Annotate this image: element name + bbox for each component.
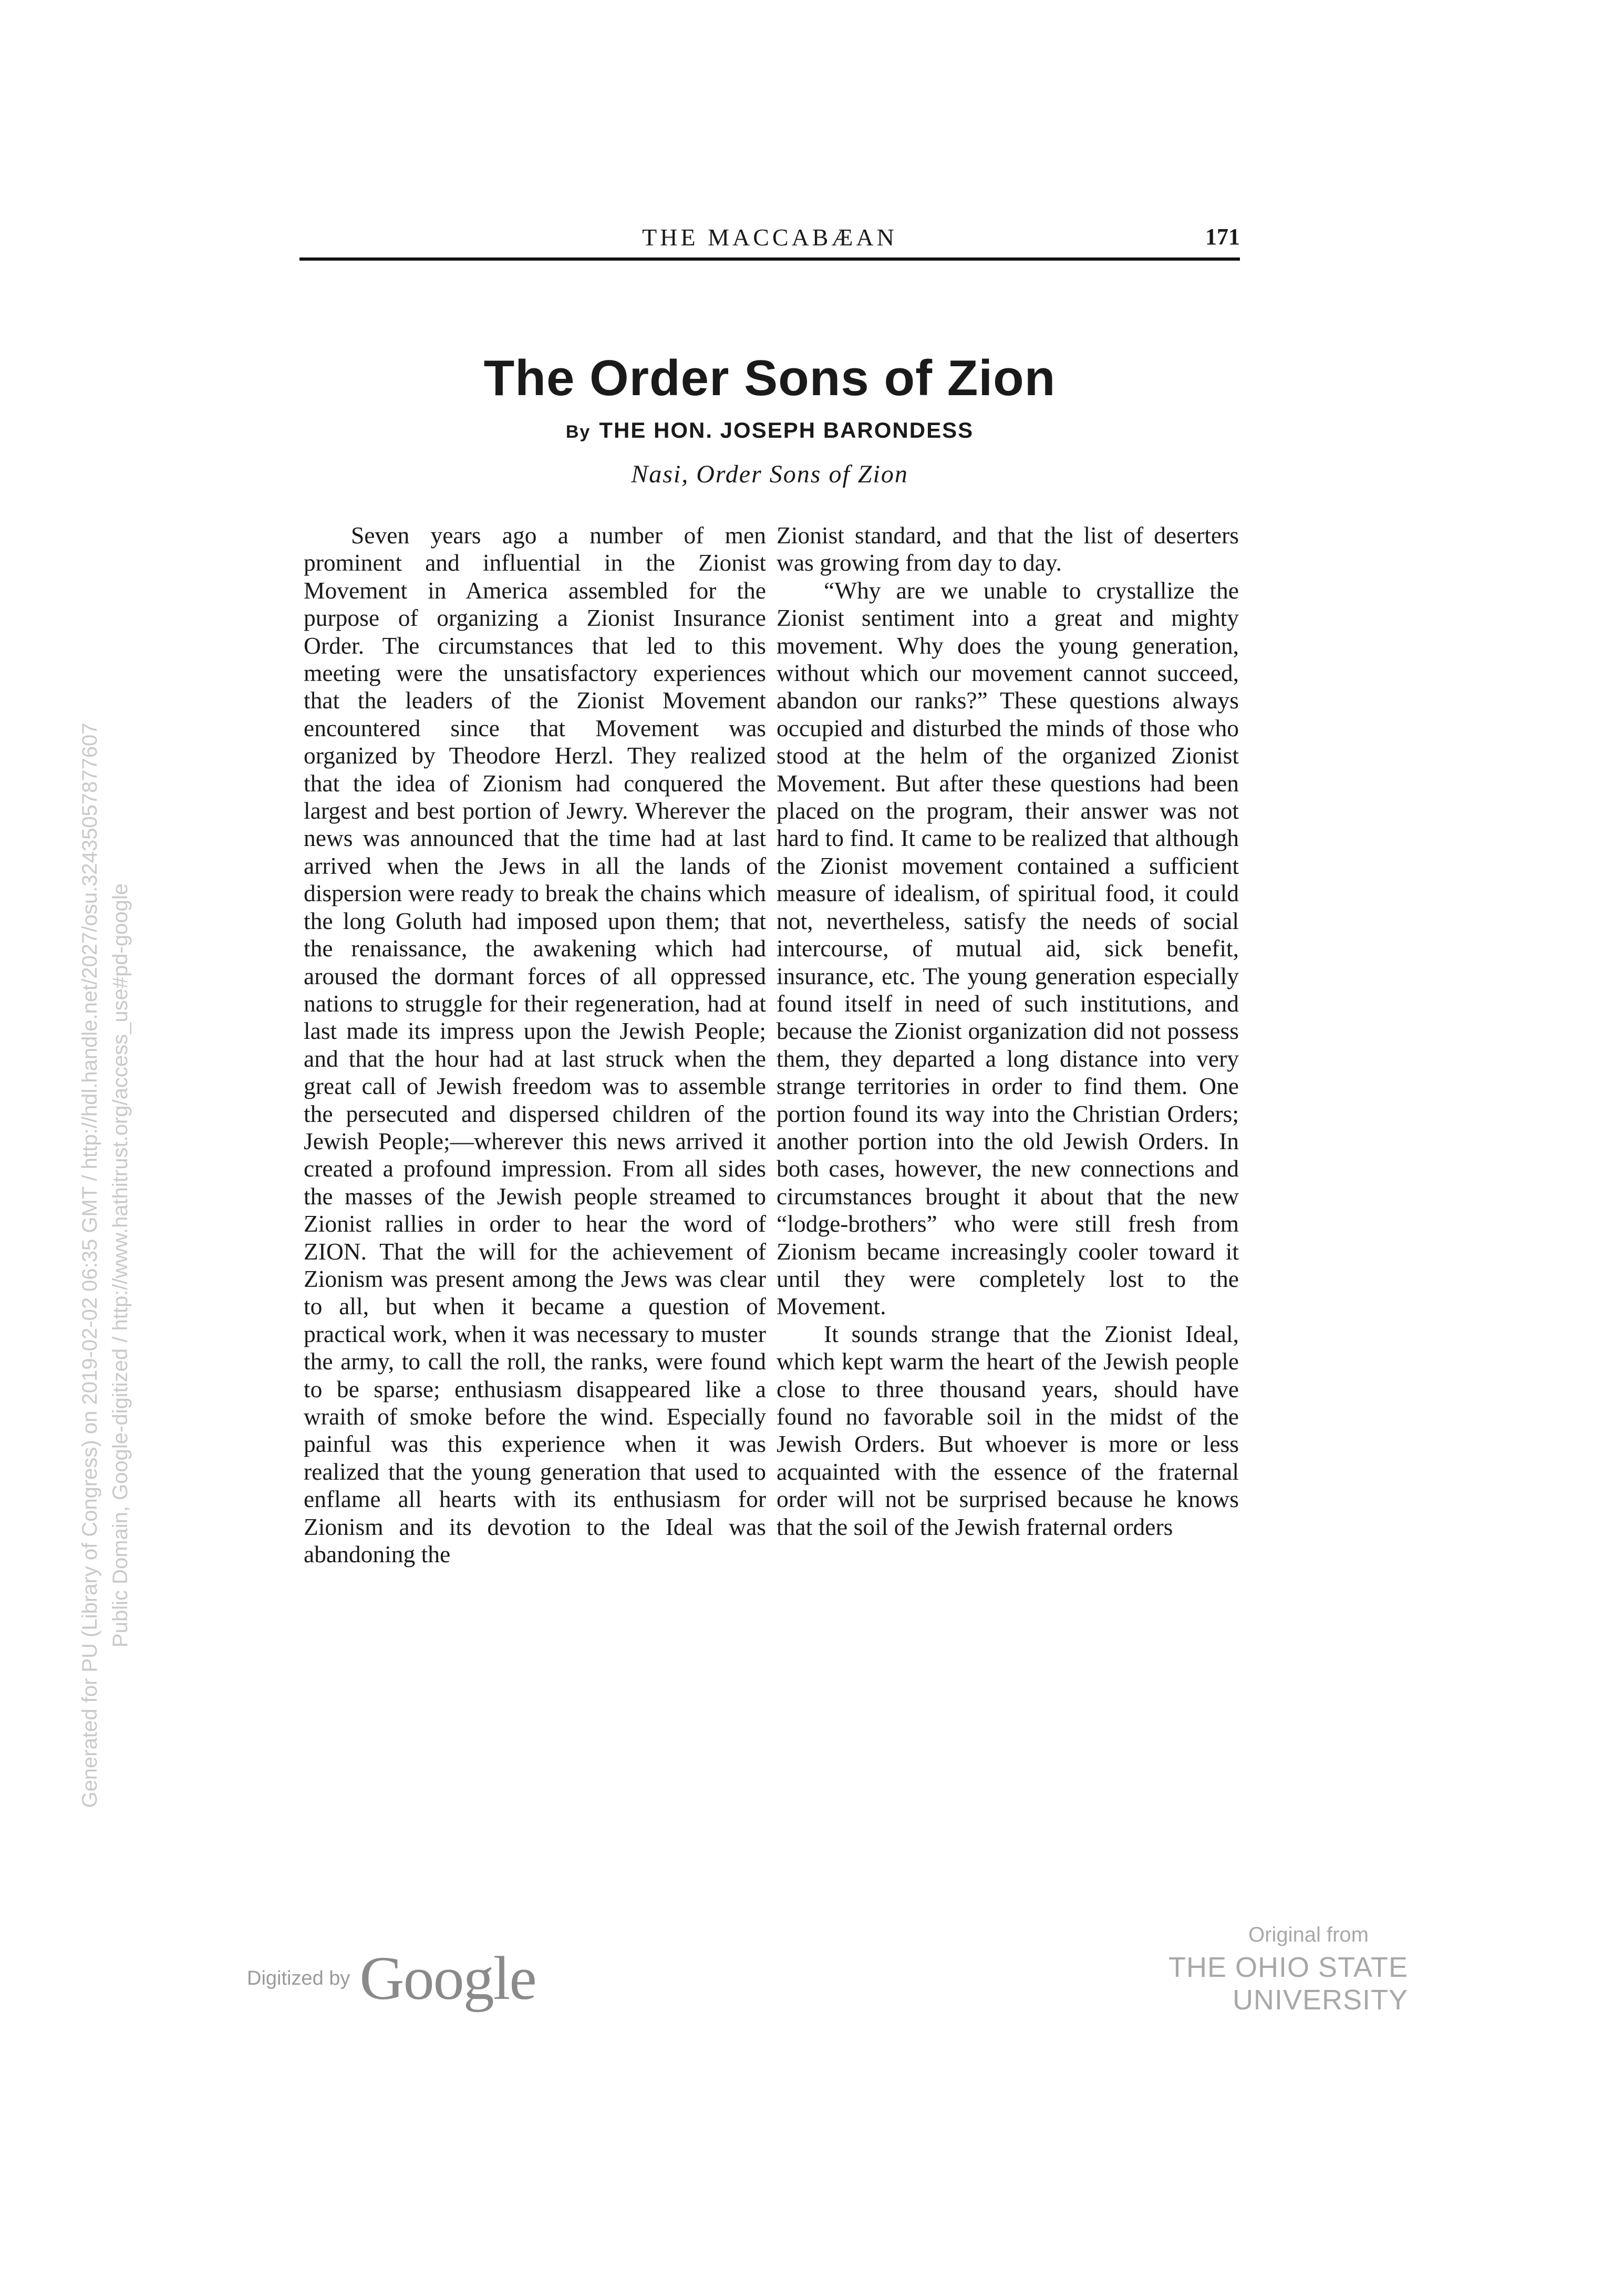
digitized-by-google bbox=[247, 1944, 536, 2013]
right-column bbox=[777, 522, 1239, 1541]
page-number: 171 bbox=[1205, 224, 1240, 250]
access-watermark bbox=[75, 241, 136, 2290]
original-source bbox=[998, 1923, 1408, 2016]
left-column bbox=[304, 522, 766, 1568]
running-title: THE MACCABÆAN bbox=[642, 224, 897, 251]
institution-name: THE OHIO STATE UNIVERSITY bbox=[1168, 1952, 1408, 2016]
article-title: The Order Sons of Zion bbox=[483, 350, 1056, 406]
paragraph: It sounds strange that the Zionist Ideal, which kept warm the heart of the Jewish people close to three thousand years, should have found no favorable soil in the midst of the Jewish Orders. But whoever is more or less acquainted with the essence of the fraternal order will not be surprised because he knows that the soil of the Jewish fraternal orders bbox=[777, 1320, 1239, 1540]
paragraph: Zionist standard, and that the list of deserters was growing from day to day. bbox=[777, 522, 1239, 576]
google-logo: Google bbox=[359, 1944, 536, 2013]
author-name: THE HON. JOSEPH BARONDESS bbox=[599, 418, 974, 442]
byline-prefix: By bbox=[565, 422, 591, 442]
byline bbox=[299, 418, 1240, 443]
original-from-label: Original from bbox=[1248, 1923, 1369, 1946]
digitized-by-label: Digitized by bbox=[247, 1967, 350, 1989]
watermark-line: Generated for PU (Library of Congress) on 2019-02-02 06:35 GMT / http://hdl.handle.net/2027/osu.32435057877607 bbox=[78, 723, 101, 1808]
watermark-line: Public Domain, Google-digitized / http://www.hathitrust.org/access_use#pd-google bbox=[109, 883, 132, 1648]
author-title: Nasi, Order Sons of Zion bbox=[631, 460, 908, 488]
header-rule bbox=[299, 257, 1240, 261]
paragraph: Seven years ago a number of men prominent and influential in the Zionist Movement in America assembled for the purpose of organizing a Zionist Insurance Order. The circumstances that led to this meeting were the unsatisfactory experiences that the leaders of the Zionist Movement encountered since that Movement was organized by Theodore Herzl. They realized that the idea of Zionism had conquered the largest and best portion of Jewry. Wherever the news was announced that the time had at last arrived when the Jews in all the lands of dispersion were ready to break the chains which the long Goluth had imposed upon them; that the renaissance, the awakening which had aroused the dormant forces of all oppressed nations to struggle for their regeneration, had at last made its impress upon the Jewish People; and that the hour had at last struck when the great call of Jewish freedom was to assemble the persecuted and dispersed children of the Jewish People;—wherever this news arrived it created a profound impression. From all sides the masses of the Jewish people streamed to Zionist rallies in order to hear the word of ZION. That the will for the achievement of Zionism was present among the Jews was clear to all, but when it became a question of practical work, when it was necessary to muster the army, to call the roll, the ranks, were found to be sparse; enthusiasm disappeared like a wraith of smoke before the wind. Especially painful was this experience when it was realized that the young generation that used to enflame all hearts with its enthusiasm for Zionism and its devotion to the Ideal was abandoning the bbox=[304, 522, 766, 1568]
paragraph: “Why are we unable to crystallize the Zionist sentiment into a great and mighty movement. Why does the young generation, without which our movement cannot succeed, abandon our ranks?” These questions always occupied and disturbed the minds of those who stood at the helm of the organized Zionist Movement. But after these questions had been placed on the program, their answer was not hard to find. It came to be realized that although the Zionist movement contained a sufficient measure of idealism, of spiritual food, it could not, nevertheless, satisfy the needs of social intercourse, of mutual aid, sick benefit, insurance, etc. The young generation especially found itself in need of such institutions, and because the Zionist organization did not possess them, they departed a long distance into very strange territories in order to find them. One portion found its way into the Christian Orders; another portion into the old Jewish Orders. In both cases, however, the new connections and circumstances brought it about that the new “lodge-brothers” who were still fresh from Zionism became increasingly cooler toward it until they were completely lost to the Movement. bbox=[777, 576, 1239, 1320]
running-header bbox=[299, 223, 1240, 260]
